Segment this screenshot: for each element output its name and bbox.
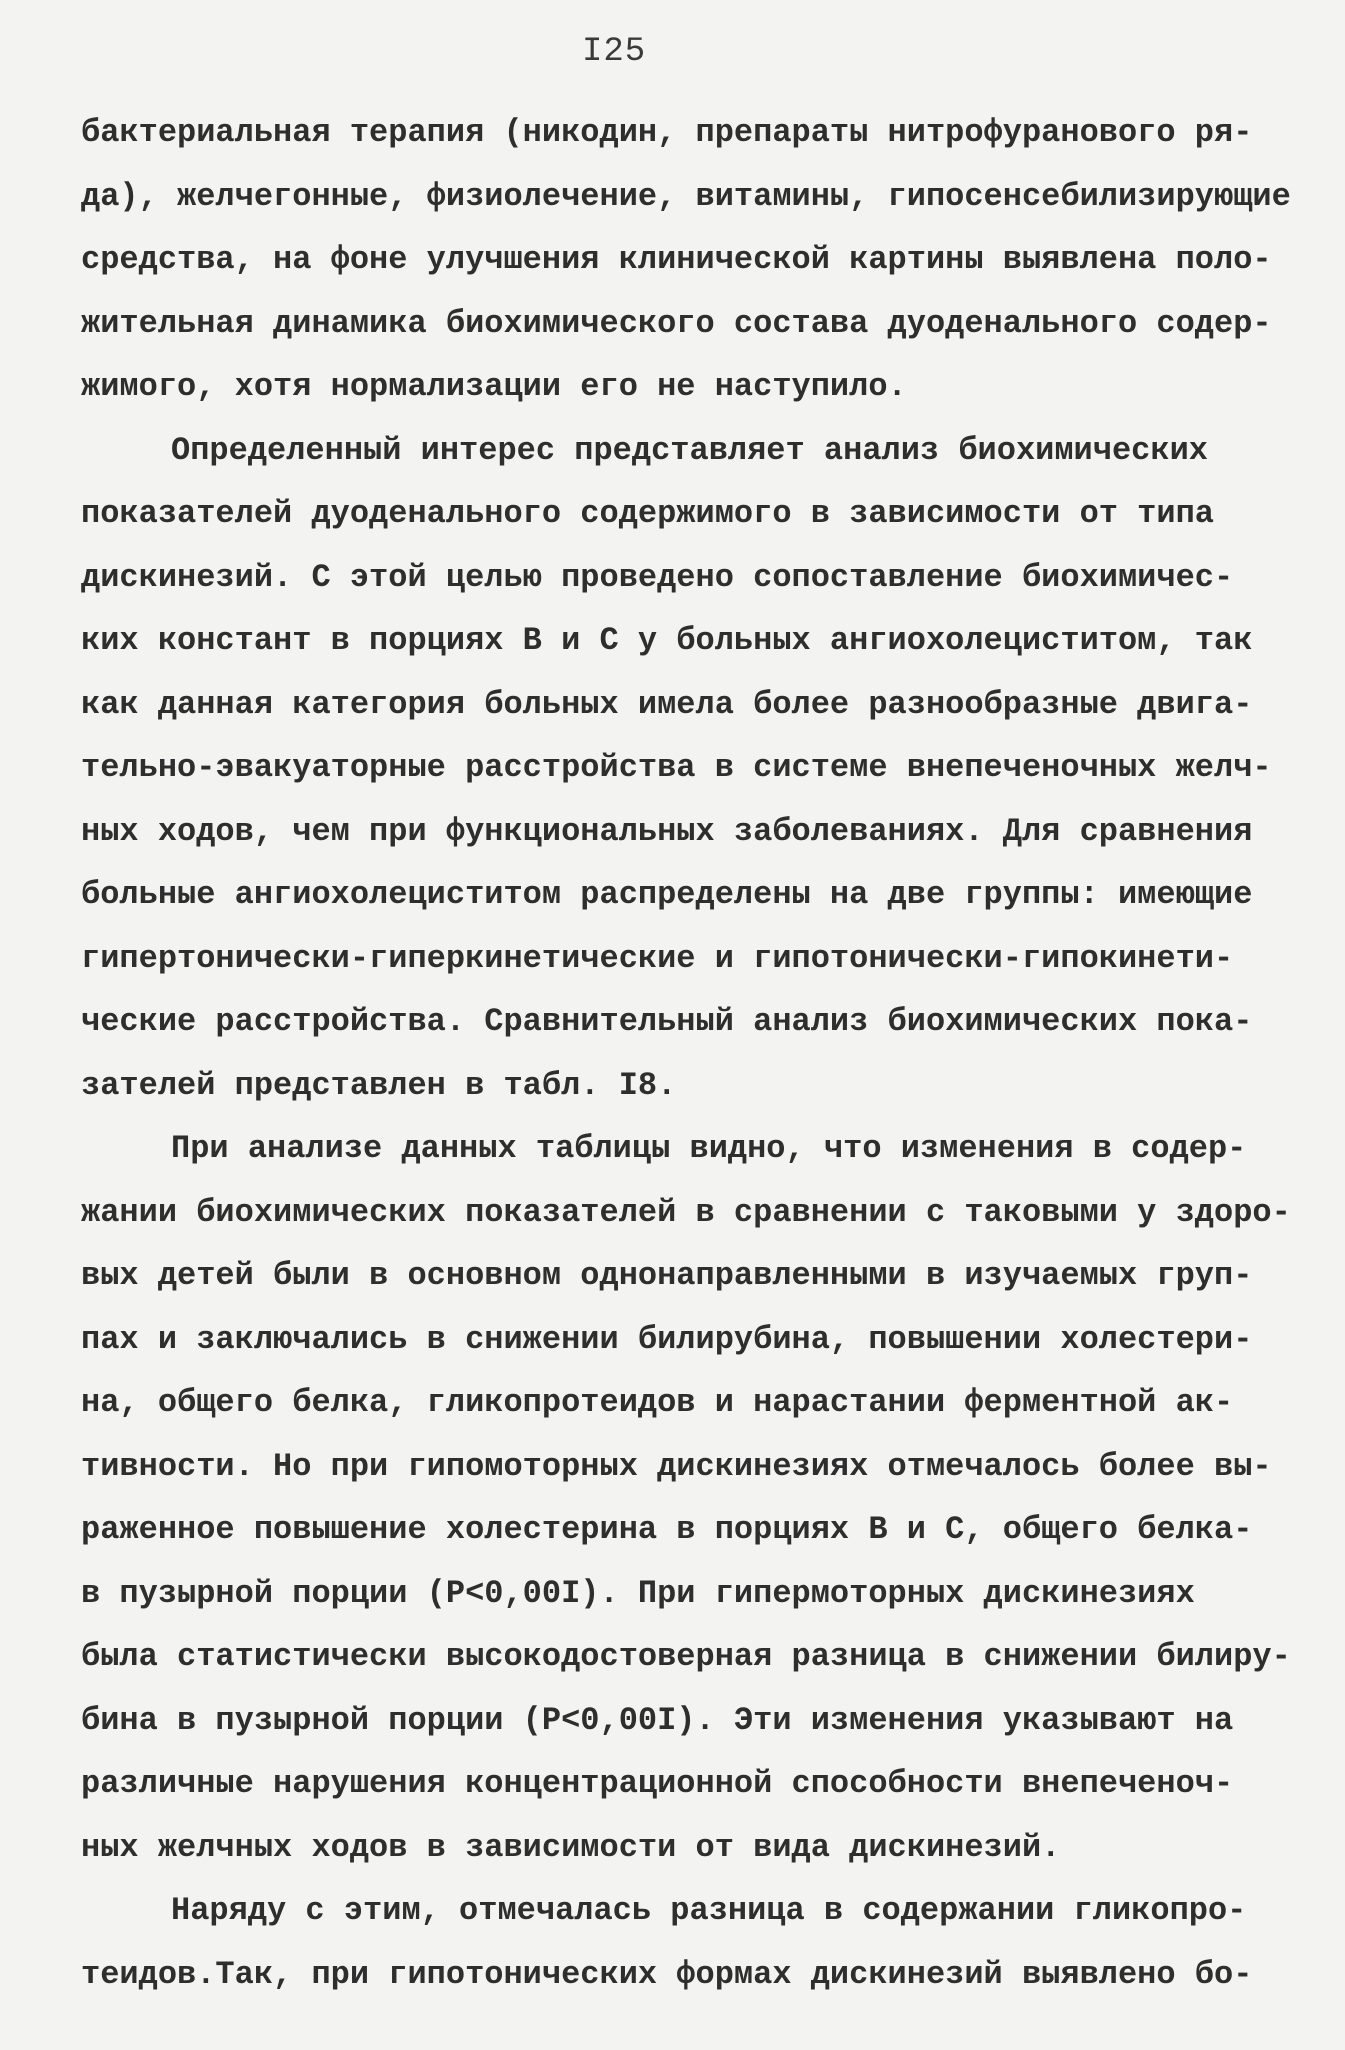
text-line: ческие расстройства. Сравнительный анализ биохимических пока- <box>81 1003 1253 1040</box>
text-line: на, общего белка, гликопротеидов и нарастании ферментной ак- <box>81 1384 1234 1421</box>
text-line: да), желчегонные, физиолечение, витамины, гипосенсебилизирующие <box>81 177 1291 215</box>
text-line: бина в пузырной порции (Р<0,00I). Эти изменения указывают на <box>81 1701 1234 1739</box>
paragraph <box>81 101 1321 419</box>
text-line: как данная категория больных имела более разнообразные двига- <box>81 685 1253 723</box>
text-line: ных желчных ходов в зависимости от вида дискинезий. <box>81 1828 1061 1866</box>
text-line: тельно-эвакуаторные расстройства в системе внепеченочных желч- <box>81 749 1272 786</box>
text-line: ных ходов, чем при функциональных заболеваниях. Для сравнения <box>81 812 1253 850</box>
text-line: зателей представлен в табл. I8. <box>81 1066 677 1104</box>
text-line: пах и заключались в снижении билирубина, повышении холестери- <box>81 1320 1253 1358</box>
text-line: в пузырной порции (Р<0,00I). При гипермоторных дискинезиях <box>81 1574 1195 1612</box>
text-line: дискинезий. С этой целью проведено сопоставление биохимичес- <box>81 558 1234 596</box>
text-line: вых детей были в основном однонаправленными в изучаемых груп- <box>81 1257 1253 1294</box>
text-line: различные нарушения концентрационной способности внепеченоч- <box>81 1765 1234 1802</box>
text-line: раженное повышение холестерина в порциях В и С, общего белка- <box>81 1511 1253 1548</box>
paragraph <box>81 419 1321 1118</box>
text-line: жимого, хотя нормализации его не наступило. <box>81 368 907 405</box>
body-text <box>81 101 1321 2006</box>
text-line: показателей дуоденального содержимого в зависимости от типа <box>81 495 1214 532</box>
text-line: Определенный интерес представляет анализ биохимических <box>171 431 1208 469</box>
text-line: тивности. Но при гипомоторных дискинезиях отмечалось более вы- <box>81 1447 1272 1485</box>
text-line: бактериальная терапия (никодин, препараты нитрофуранового ря- <box>81 114 1253 151</box>
text-line: была статистически высокодостоверная разница в снижении билиру- <box>81 1638 1291 1675</box>
paragraph <box>81 1117 1321 1879</box>
text-line: жительная динамика биохимического состава дуоденального содер- <box>81 304 1272 342</box>
text-line: больные ангиохолециститом распределены на две группы: имеющие <box>81 876 1253 913</box>
text-line: гипертонически-гиперкинетические и гипотонически-гипокинети- <box>81 939 1234 977</box>
paragraph <box>81 1879 1321 2006</box>
text-line: теидов.Так, при гипотонических формах дискинезий выявлено бо- <box>81 1955 1253 1993</box>
text-line: жании биохимических показателей в сравнении с таковыми у здоро- <box>81 1193 1291 1231</box>
page-number: I25 <box>582 33 647 71</box>
text-line: При анализе данных таблицы видно, что изменения в содер- <box>171 1130 1247 1167</box>
text-line: ких констант в порциях В и С у больных ангиохолециститом, так <box>81 622 1253 659</box>
text-line: Наряду с этим, отмечалась разница в содержании гликопро- <box>171 1892 1247 1929</box>
text-line: средства, на фоне улучшения клинической картины выявлена поло- <box>81 241 1272 278</box>
